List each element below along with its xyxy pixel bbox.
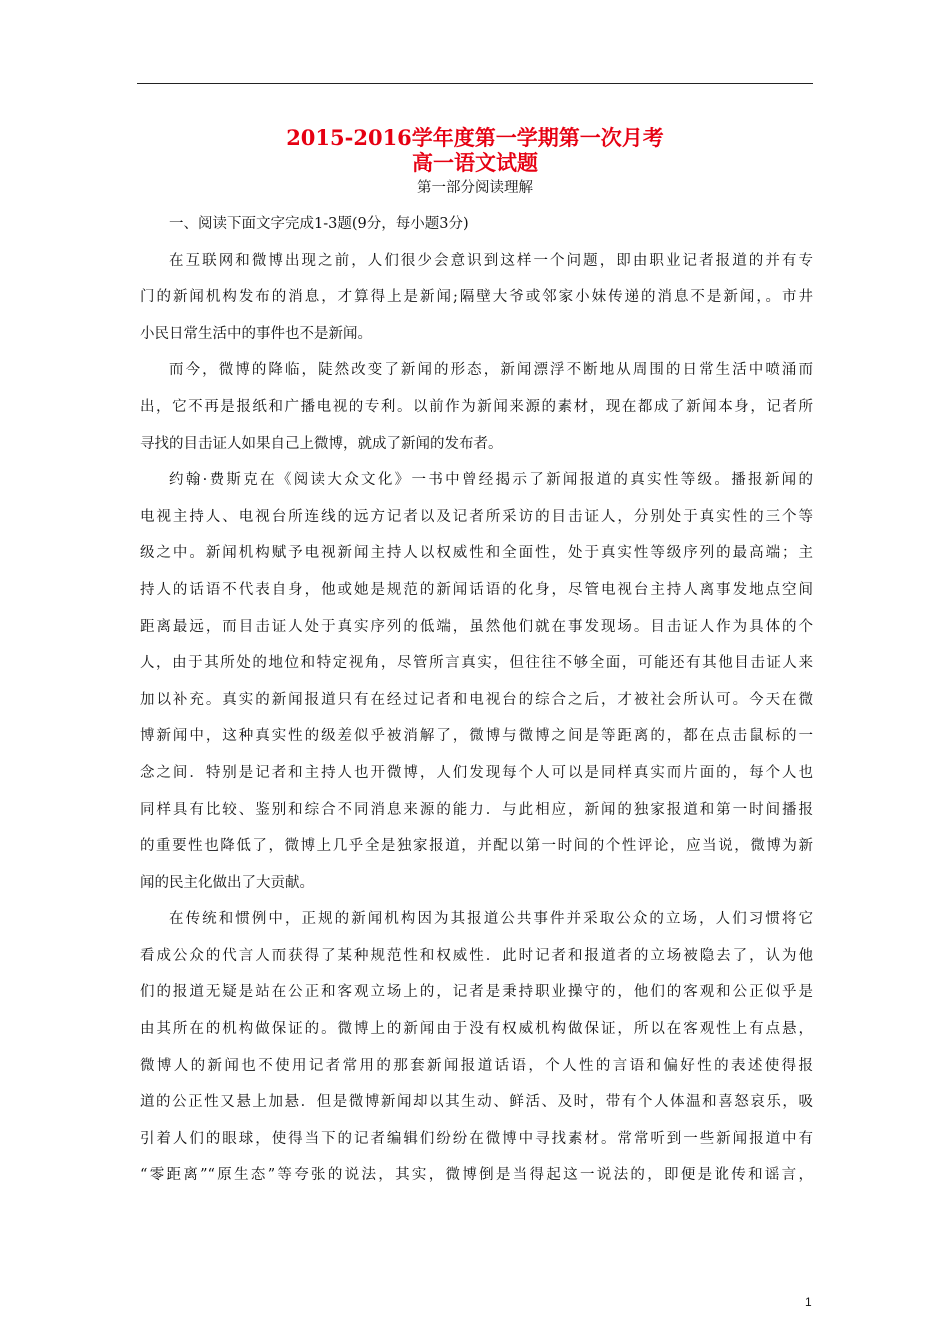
passage-line: 念之间．特别是记者和主持人也开微博，人们发现每个人可以是同样真实而片面的，每个人也 <box>140 764 813 781</box>
passage-line: 一、阅读下面文字完成1-3题(9分，每小题3分) <box>169 216 469 232</box>
passage-line: 的重要性也降低了，微博上几乎全是独家报道，并配以第一时间的个性评论，应当说，微博为新 <box>140 838 813 855</box>
passage-line: 博新闻中，这种真实性的级差似乎被消解了，微博与微博之间是等距离的，都在点击鼠标的一 <box>140 728 813 745</box>
passage-line: 看成公众的代言人而获得了某种规范性和权威性．此时记者和报道者的立场被隐去了，认为他 <box>140 947 813 964</box>
passage-line: 持人的话语不代表自身，他或她是规范的新闻话语的化身，尽管电视台主持人离事发地点空间 <box>140 581 813 598</box>
passage-line: 寻找的目击证人如果自己上微博，就成了新闻的发布者。 <box>140 435 503 452</box>
section-heading: 第一部分阅读理解 <box>417 180 533 196</box>
passage-line: 约翰·费斯克在《阅读大众文化》一书中曾经揭示了新闻报道的真实性等级。播报新闻的 <box>169 472 813 489</box>
passage-line: 同样具有比较、鉴别和综合不同消息来源的能力．与此相应，新闻的独家报道和第一时间播报 <box>140 801 813 818</box>
passage-line: “零距离”“原生态”等夸张的说法，其实，微博倒是当得起这一说法的，即便是讹传和谣言， <box>140 1167 813 1184</box>
passage-line: 人，由于其所处的地位和特定视角，尽管所言真实，但往往不够全面，可能还有其他目击证人来 <box>140 655 813 672</box>
exam-subtitle: 高一语文试题 <box>412 150 538 175</box>
passage-line: 微博人的新闻也不使用记者常用的那套新闻报道话语，个人性的言语和偏好性的表述使得报 <box>140 1057 813 1074</box>
header-rule <box>137 83 813 84</box>
passage-line: 出，它不再是报纸和广播电视的专利。以前作为新闻来源的素材，现在都成了新闻本身，记者所 <box>140 398 813 415</box>
passage-line: 闻的民主化做出了大贡献。 <box>140 874 314 891</box>
passage-line: 们的报道无疑是站在公正和客观立场上的，记者是秉持职业操守的，他们的客观和公正似乎是 <box>140 984 813 1001</box>
passage-line: 引着人们的眼球，使得当下的记者编辑们纷纷在微博中寻找素材。常常听到一些新闻报道中有 <box>140 1130 813 1147</box>
passage-line: 级之中。新闻机构赋予电视新闻主持人以权威性和全面性，处于真实性等级序列的最高端；主 <box>140 545 813 562</box>
passage-line: 加以补充。真实的新闻报道只有在经过记者和电视台的综合之后，才被社会所认可。今天在微 <box>140 691 813 708</box>
passage-line: 门的新闻机构发布的消息，才算得上是新闻;隔壁大爷或邻家小妹传递的消息不是新闻，。市井 <box>140 289 813 306</box>
passage-line: 由其所在的机构做保证的。微博上的新闻由于没有权威机构做保证，所以在客观性上有点悬， <box>140 1021 813 1038</box>
passage-line: 电视主持人、电视台所连线的远方记者以及记者所采访的目击证人，分别处于真实性的三个等 <box>140 508 813 525</box>
passage-line: 在传统和惯例中，正规的新闻机构因为其报道公共事件并采取公众的立场，人们习惯将它 <box>169 911 813 928</box>
passage-line: 而今，微博的降临，陡然改变了新闻的形态，新闻漂浮不断地从周围的日常生活中喷涌而 <box>169 362 813 379</box>
passage-line: 距离最远，而目击证人处于真实序列的低端，虽然他们就在事发现场。目击证人作为具体的个 <box>140 618 813 635</box>
page-number: 1 <box>805 1295 812 1309</box>
passage-line: 道的公正性又悬上加悬．但是微博新闻却以其生动、鲜活、及时，带有个人体温和喜怒哀乐，吸 <box>140 1094 813 1111</box>
passage-line: 小民日常生活中的事件也不是新闻。 <box>140 325 372 342</box>
passage-line: 在互联网和微博出现之前，人们很少会意识到这样一个问题，即由职业记者报道的并有专 <box>169 252 813 269</box>
exam-title: 2015-2016学年度第一学期第一次月考 <box>286 125 664 150</box>
reading-passage <box>140 206 813 1194</box>
